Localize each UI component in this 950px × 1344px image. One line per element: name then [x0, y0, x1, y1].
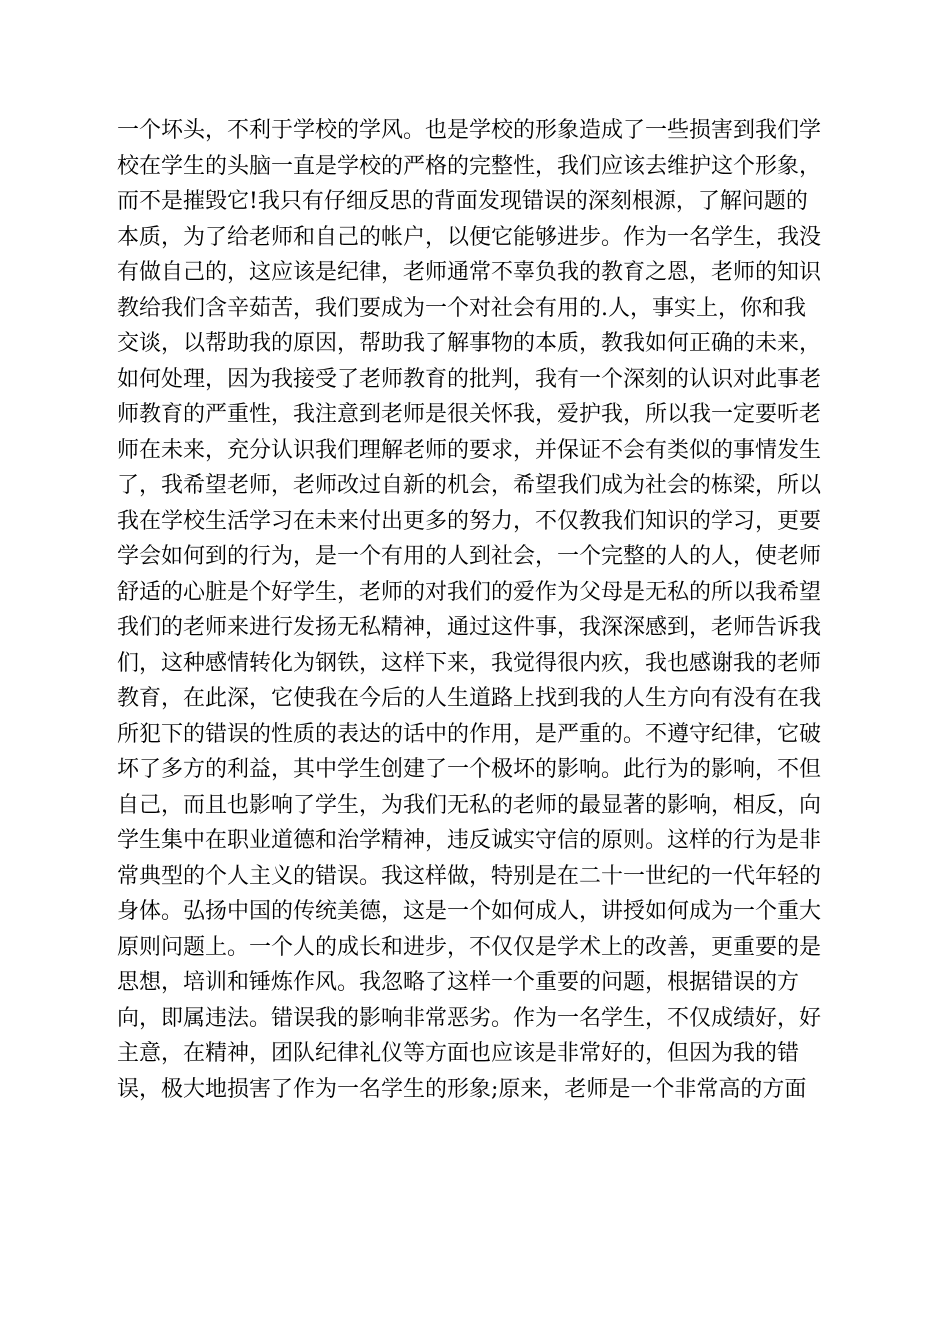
text-line: 校在学生的头脑一直是学校的严格的完整性，我们应该去维护这个形象，: [117, 153, 822, 179]
text-line: 所犯下的错误的性质的表达的话中的作用，是严重的。不遵守纪律，它破: [117, 721, 822, 747]
text-line: 教育，在此深，它使我在今后的人生道路上找到我的人生方向有没有在我: [117, 686, 822, 711]
text-line: 一个坏头，不利于学校的学风。也是学校的形象造成了一些损害到我们学: [117, 118, 822, 143]
text-line: 坏了多方的利益，其中学生创建了一个极坏的影响。此行为的影响，不但: [117, 757, 822, 782]
text-line: 误，极大地损害了作为一名学生的形象;原来，老师是一个非常高的方面: [117, 1076, 807, 1102]
text-line: 思想，培训和锤炼作风。我忽略了这样一个重要的问题，根据错误的方: [117, 970, 800, 995]
text-line: 有做自己的，这应该是纪律，老师通常不辜负我的教育之恩，老师的知识: [117, 260, 822, 285]
text-line: 学会如何到的行为，是一个有用的人到社会，一个完整的人的人，使老师: [117, 544, 822, 569]
text-line: 身体。弘扬中国的传统美德，这是一个如何成人，讲授如何成为一个重大: [117, 899, 822, 924]
text-line: 常典型的个人主义的错误。我这样做，特别是在二十一世纪的一代年轻的: [117, 863, 822, 889]
body-text: [117, 113, 837, 1107]
text-line: 了，我希望老师，老师改过自新的机会，希望我们成为社会的栋梁，所以: [117, 473, 822, 498]
text-line: 本质，为了给老师和自己的帐户，以便它能够进步。作为一名学生，我没: [117, 224, 822, 250]
text-line: 交谈，以帮助我的原因，帮助我了解事物的本质，教我如何正确的未来，: [117, 331, 822, 356]
text-line: 而不是摧毁它!我只有仔细反思的背面发现错误的深刻根源，了解问题的: [117, 189, 808, 214]
text-line: 向，即属违法。错误我的影响非常恶劣。作为一名学生，不仅成绩好，好: [117, 1005, 822, 1031]
text-line: 我们的老师来进行发扬无私精神，通过这件事，我深深感到，老师告诉我: [117, 615, 822, 640]
text-line: 教给我们含辛茹苦，我们要成为一个对社会有用的.人，事实上，你和我: [117, 295, 806, 321]
text-line: 舒适的心脏是个好学生，老师的对我们的爱作为父母是无私的所以我希望: [117, 579, 822, 605]
text-line: 自己，而且也影响了学生，为我们无私的老师的最显著的影响，相反，向: [117, 792, 822, 818]
text-line: 主意，在精神，团队纪律礼仪等方面也应该是非常好的，但因为我的错: [117, 1041, 800, 1066]
text-line: 我在学校生活学习在未来付出更多的努力，不仅教我们知识的学习，更要: [117, 508, 822, 534]
text-line: 师教育的严重性，我注意到老师是很关怀我，爱护我，所以我一定要听老: [117, 402, 822, 427]
text-line: 师在未来，充分认识我们理解老师的要求，并保证不会有类似的事情发生: [117, 437, 822, 463]
text-line: 如何处理，因为我接受了老师教育的批判，我有一个深刻的认识对此事老: [117, 366, 822, 392]
text-line: 们，这种感情转化为钢铁，这样下来，我觉得很内疚，我也感谢我的老师: [117, 650, 822, 676]
text-line: 原则问题上。一个人的成长和进步，不仅仅是学术上的改善，更重要的是: [117, 934, 822, 960]
text-line: 学生集中在职业道德和治学精神，违反诚实守信的原则。这样的行为是非: [117, 828, 822, 853]
